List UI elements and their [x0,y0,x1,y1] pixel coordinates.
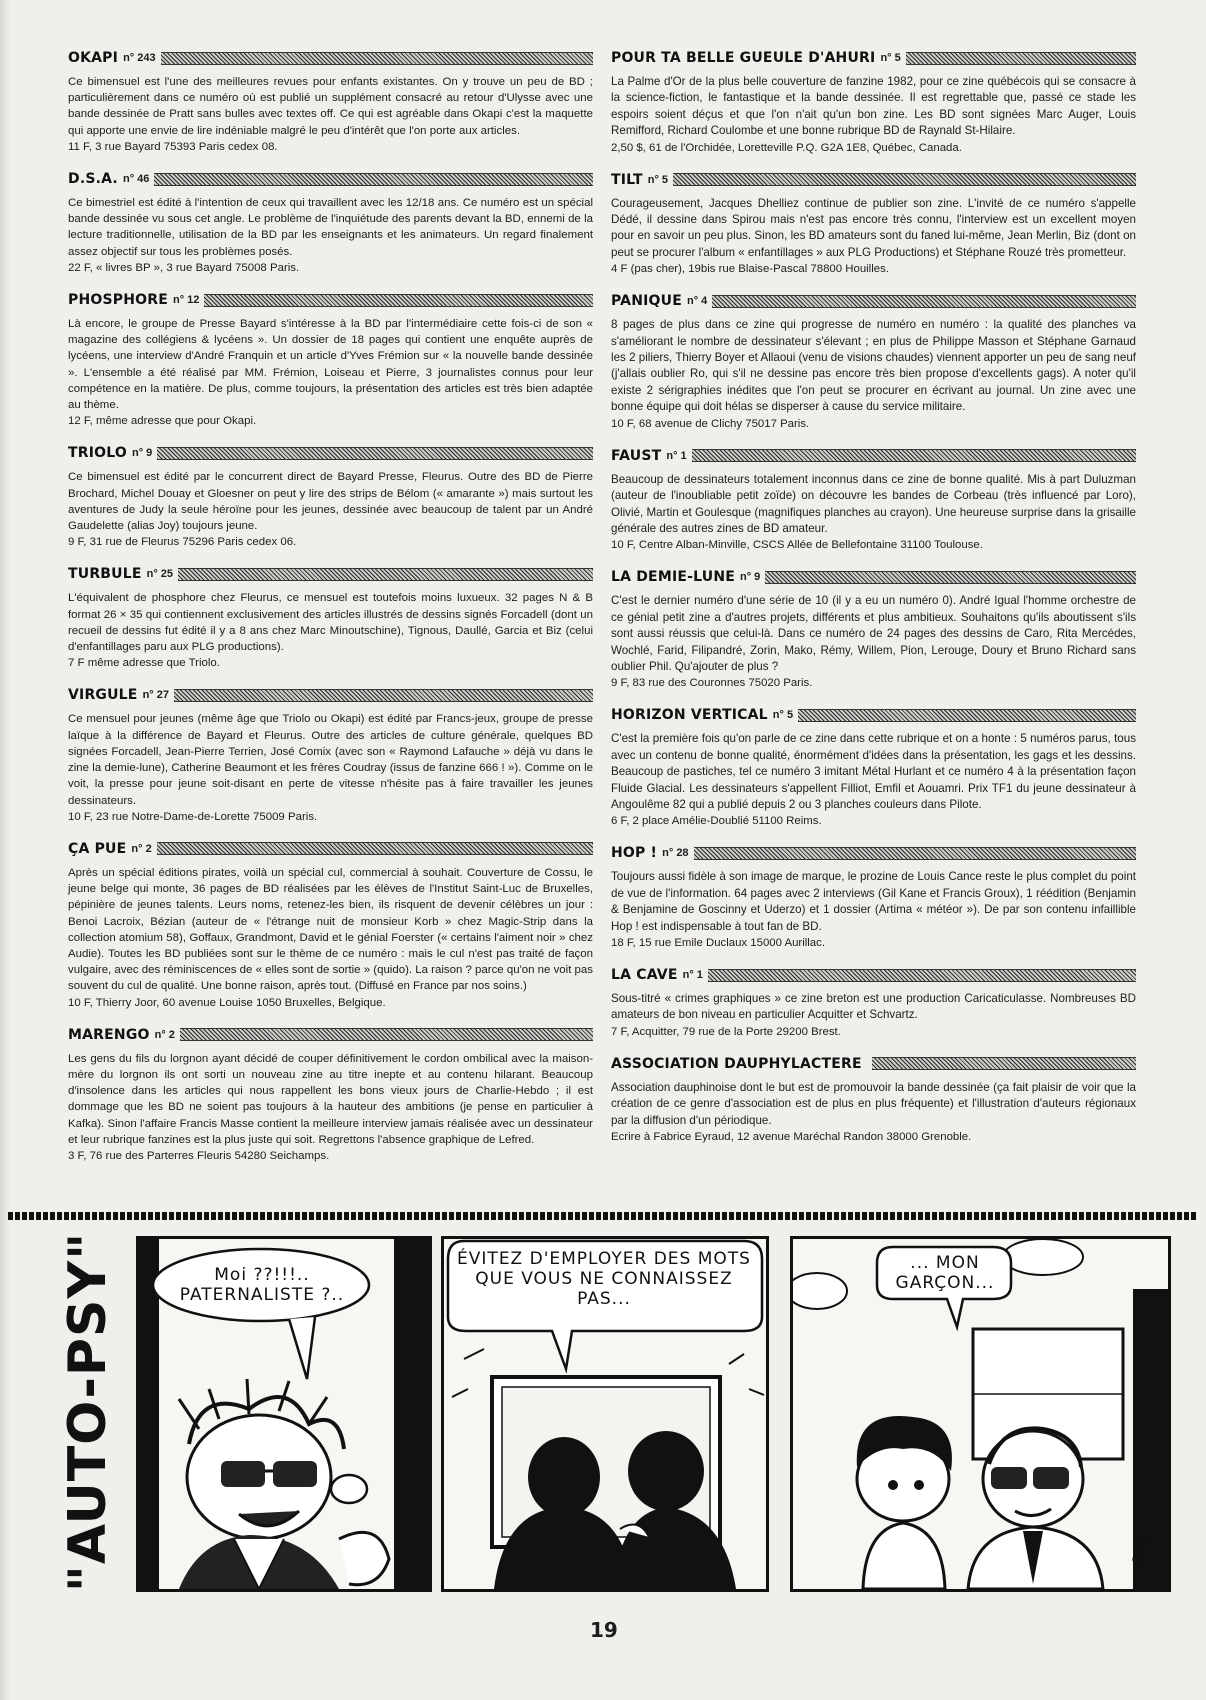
entry-heading [611,291,1136,311]
entry-issue-number: n° 2 [154,1028,175,1041]
comic-panel-1 [136,1236,432,1592]
heading-hatch-bar [708,969,1136,982]
entry-title: PHOSPHORE [68,292,168,309]
review-entry [68,48,593,155]
entry-issue-number: n° 5 [880,52,901,64]
entry-issue-number: n° 243 [123,52,156,64]
entry-issue-number: n° 27 [142,689,169,702]
review-entry [611,1054,1136,1145]
review-entry [68,1025,593,1164]
comic-title: "AUTO-PSY" [58,1231,118,1593]
entry-address: 4 F (pas cher), 19bis rue Blaise-Pascal 78800 Houilles. [611,263,889,276]
entry-address: 7 F même adresse que Triolo. [68,657,220,670]
entry-heading [68,685,593,705]
entry-text: Sous-titré « crimes graphiques » ce zine breton est une production Caricaticulasse. Nombreuses BD amateurs de bon niveau en particulier Acquitter et Schvartz. [611,992,1136,1022]
entry-address: 10 F, Centre Alban-Minville, CSCS Allée de Bellefontaine 31100 Toulouse. [611,539,983,552]
entry-heading [68,564,593,584]
review-entry [68,839,593,1011]
entry-address: 6 F, 2 place Amélie-Doublié 51100 Reims. [611,815,822,828]
entry-title: VIRGULE [68,687,138,704]
review-entry [68,169,593,276]
entry-heading [611,843,1136,863]
heading-hatch-bar [161,52,593,65]
review-entry [68,290,593,429]
entry-title: D.S.A. [68,171,118,188]
entry-issue-number: n° 2 [131,842,152,855]
entry-heading [68,48,593,68]
entry-address: 11 F, 3 rue Bayard 75393 Paris cedex 08. [68,140,278,153]
entry-text: Ce bimestriel est édité à l'intention de ceux qui travaillent avec les 12/18 ans. Ce numéro est un spécial bande dessinée vu sous cet angle. Le problème de l'inquiétude des parents devant la BD, ennemi de la lecture traditionnelle, utilisation de la BD par les enseignants et les animateurs. Un regard finalement assez objectif sur tous les problèmes posés. [68,197,593,258]
entry-address: 10 F, Thierry Joor, 60 avenue Louise 1050 Bruxelles, Belgique. [68,996,386,1009]
entry-text: Après un spécial éditions pirates, voilà un spécial cul, commercial à souhait. Couverture de Cossu, le jeune belge qui monte, 36 pages de BD réalisées par les élèves de l'Institut Saint-Luc de Bruxelles, pépinière de jeunes talents. Leurs noms, retenez-les bien, ils risquent de devenir célèbres un jour : Benoi Lacroix, Bézian (auteur de « l'étrange nuit de monsieur Korb » chez Magic-Strip dans la collection atomium 58), Goffaux, Grandmont, David et le génial Foerster (« certains l'aiment noir » chez Audie). Toutes les BD publiées sont sur le thème de ce numéro : mais le cul n'est pas traité de façon vulgaire, avec des réminiscences de « elles sont de sortie » (quido). La raison ? parce qu'on ne voit pas souvent du cul de qualité. Une bonne raison, après tout. (Diffusé en France par nos soins.) [68,866,593,993]
heading-hatch-bar [178,568,593,581]
entry-heading [68,169,593,189]
entry-issue-number: n° 1 [682,969,703,981]
artist-signature: ©BIZ [1128,1530,1153,1567]
entry-title: PANIQUE [611,293,682,310]
comic-panel-3 [790,1236,1171,1592]
heading-hatch-bar [673,173,1136,186]
entry-title: HOP ! [611,845,658,862]
entry-title: TILT [611,171,643,188]
review-entry [611,965,1136,1040]
page-number: 19 [590,1618,618,1642]
entry-address: 22 F, « livres BP », 3 rue Bayard 75008 Paris. [68,261,300,274]
entry-heading [611,705,1136,725]
entry-title: ASSOCIATION DAUPHYLACTERE [611,1055,862,1072]
entry-text: Courageusement, Jacques Dhelliez continue de publier son zine. L'invité de ce numéro s'appelle Dédé, il dessine dans Spirou mais n'est pas encore très connu, l'interview est un excellent moyen pour en savoir un peu plus. Sinon, les BD amateurs sont du faned lui-même, Jean Merlin, Biz (dont on peut se procurer l'album « enfantillages » aux PLG Productions) et Stéphane Rouzé très prometteur. [611,196,1136,259]
entry-address: 9 F, 83 rue des Couronnes 75020 Paris. [611,677,813,690]
entry-title: MARENGO [68,1026,150,1043]
entry-title: ÇA PUE [68,840,127,857]
entry-address: 10 F, 68 avenue de Clichy 75017 Paris. [611,417,810,430]
entry-text: C'est la première fois qu'on parle de ce zine dans cette rubrique et on a honte : 5 numéros parus, tous avec un contenu de bonne qualité, énormément d'idées dans la présentation, les gags et les dessins. Beaucoup de pastiches, tel ce numéro 3 imitant Métal Hurlant et ce numéro 4 à la présentation façon Fluide Glacial. Les dessinateurs s'appellent Filliot, Emfil et Aouamri. Prix TF1 du jeune dessinateur à Angoulême 82 qui a publié depuis 2 ou 3 planches couleurs dans Pilote. [611,732,1136,811]
entry-issue-number: n° 46 [122,173,150,186]
entry-address: 10 F, 23 rue Notre-Dame-de-Lorette 75009 Paris. [68,810,318,823]
entry-text: Là encore, le groupe de Presse Bayard s'intéresse à la BD par l'intermédiaire cette fois-ci de son « magazine des collégiens & lycéens ». Un dossier de 18 pages qui contient une enquête auprès de lycéens, une interview d'André Franquin et un article d'Yves Frémion sur « la nouvelle bande dessinée ». L'ensemble a été réalisé par MM. Frémion, Loiseau et Pierre, 3 journalistes connus pour leur compétence en la matière. De plus, comme toujours, la présentation des articles est très bien adaptée au thème. [68,318,593,412]
heading-hatch-bar [798,709,1136,722]
entry-text: 8 pages de plus dans ce zine qui progresse de numéro en numéro : la qualité des planches va s'améliorant le nombre de dessinateur s'élevant ; en plus de Philippe Masson et Stéphane Garnaud les 2 piliers, Thierry Boyer et Allaoui (venu de visions chaudes) viennent apporter un peu de sang neuf (j'allais oublier Ro, qui s'il ne dessine pas encore très bien propose d'excellents gags). A noter qu'il existe 2 sérigraphies inédites que l'on peut se procurer en écrivant au journal. Un zine avec une bonne équipe qui doit hélas se disperser à cause du service militaire. [611,318,1136,414]
entry-title: FAUST [611,447,662,464]
entry-heading [611,1054,1136,1074]
entry-text: Ce mensuel pour jeunes (même âge que Triolo ou Okapi) est édité par Francs-jeux, groupe de presse laïque à la différence de Bayard et Fleurus. Outre des articles de culture générale, quelques BD signées Forcadell, Jean-Pierre Terrien, José Comix (avec son « Raymond Lafauche » déjà vu dans le zine la demie-lune), Catherine Beaumont et les frères Coudray (issus de fanzine 666 ! »). Comme on le voit, la presse pour jeune soit-disant en perte de vitesse n'hésite pas à faire travailler les jeunes dessinateurs. [68,713,593,807]
right-column [611,48,1136,1159]
entry-address: 3 F, 76 rue des Parterres Fleuris 54280 Seichamps. [68,1149,330,1162]
entry-issue-number: n° 25 [146,568,174,581]
separator-dotted-line [8,1212,1198,1220]
comic-panel-2 [441,1236,769,1592]
heading-hatch-bar [692,449,1136,462]
review-entry [611,170,1136,278]
panel-3-speech: ... MON GARÇON... [895,1253,995,1293]
entry-text: Ce bimensuel est l'une des meilleures revues pour enfants existantes. On y trouve un peu de BD ; particulièrement dans ce numéro où est publié un supplément consacré au retour d'Ulysse avec une bande dessinée de Pratt sans bulles avec textes off. Ce qui est agréable dans Okapi c'est la maquette qui apporte une envie de lire indéniable malgré le peu d'intérêt que l'on porte aux articles. [68,76,593,137]
entry-issue-number: n° 5 [647,173,669,186]
entry-title: LA DEMIE-LUNE [611,569,735,586]
entry-issue-number: n° 9 [740,571,761,584]
review-entry [611,48,1136,156]
review-entry [611,843,1136,951]
entry-text: C'est le dernier numéro d'une série de 10 (il y a eu un numéro 0). André Igual l'homme orchestre de ce génial petit zine a d'autres projets, différents et plus ambitieux. Souhaitons qu'ils aboutissent s'ils sont aussi réussis que celui-là. Dans ce numéro de 24 pages des dessins de Caro, Rita Mercédes, Wochlé, Farid, Filipandré, Zorin, Mako, Rémy, Willem, Pion, Lerouge, Doury et Bruno Richard sans oublier Phil. Qu'ajouter de plus ? [611,594,1136,673]
entry-heading [611,567,1136,587]
panel-2-speech: ÉVITEZ D'EMPLOYER DES MOTS QUE VOUS NE CONNAISSEZ PAS... [457,1249,751,1309]
entry-text: Les gens du fils du lorgnon ayant décidé de couper définitivement le cordon ombilical avec la maison-mère du lorgnon ils ont sorti un nouveau zine au titre inepte et au contenu hilarant. Beaucoup d'insolence dans les articles qui nous rappellent les bons vieux jours de Charlie-Hebdo ; il est dommage que les BD ne soient pas toujours à la hauteur des ambitions (je pense en particulier à Kafka). Sinon l'affaire Francis Masse contient la meilleure interview jamais réalisée avec un dessinateur et leur rubrique fanzines est la plus juste qui soit. Regrettons l'absence graphique de Lefred. [68,1052,593,1146]
heading-hatch-bar [157,842,593,855]
entry-address: 12 F, même adresse que pour Okapi. [68,415,257,428]
review-entry [611,446,1136,554]
entry-text: Toujours aussi fidèle à son image de marque, le prozine de Louis Cance reste le plus complet du point de vue de l'information. 64 pages avec 2 interviews (Gil Kane et Francis Groux), 1 réédition (Benjamin & Benjamine de Goscinny et Uderzo) et 1 dossier (Artima « météor »). De par son contenu infaillible Hop ! est indispensable à tout fan de BD. [611,870,1136,933]
entry-text: Association dauphinoise dont le but est de promouvoir la bande dessinée (ça fait plaisir de voir que la création de ce genre d'association est de plus en plus fréquente) et l'illustration d'auteurs régionaux par la diffusion d'un périodique. [611,1080,1136,1127]
heading-hatch-bar [157,447,593,460]
entry-title: TRIOLO [68,445,127,462]
entry-title: TURBULE [68,566,142,583]
left-column [68,48,593,1178]
panel-1-speech: Moi ??!!!.. PATERNALISTE ?.. [179,1265,345,1305]
entry-issue-number: n° 4 [686,295,708,308]
entry-heading [68,290,593,310]
entry-heading [611,965,1136,985]
entry-heading [68,443,593,463]
entry-heading [611,48,1136,68]
review-entry [68,443,593,550]
entry-title: HORIZON VERTICAL [611,707,768,724]
heading-hatch-bar [906,52,1136,65]
entry-title: POUR TA BELLE GUEULE D'AHURI [611,50,876,66]
heading-hatch-bar [694,847,1136,860]
review-entry [68,685,593,824]
entry-address: 2,50 $, 61 de l'Orchidée, Loretteville P.Q. G2A 1E8, Québec, Canada. [611,141,962,154]
entry-issue-number: n° 12 [173,294,200,307]
entry-text: La Palme d'Or de la plus belle couverture de fanzine 1982, pour ce zine québécois qui se consacre à la science-fiction, le fantastique et la bande dessinée. Il est regrettable que, passé ce stade les espoirs soient déçus et que l'on n'ait qu'un bon zine. Les BD sont signées Marc Auger, Louis Remifford, Richard Coulombe et une bonne rubrique BD de Raynald St-Hilaire. [611,75,1136,138]
entry-heading [611,170,1136,190]
review-entry [68,564,593,671]
heading-hatch-bar [154,173,593,186]
heading-hatch-bar [712,295,1136,308]
entry-issue-number: n° 9 [131,447,153,460]
comic-strip [8,1212,1198,1602]
entry-address: 7 F, Acquitter, 79 rue de la Porte 29200 Brest. [611,1025,841,1038]
review-entry [611,705,1136,829]
entry-address: 9 F, 31 rue de Fleurus 75296 Paris cedex 06. [68,536,297,549]
entry-text: L'équivalent de phosphore chez Fleurus, ce mensuel est toutefois moins luxueux. 32 pages N & B format 26 × 35 qui contiennent exclusivement des articles illustrés de dessins signés Forcadell (dont un recueil de dessins fut édité il y a 8 ans chez Marc Minoutschine), Tignous, Daullé, Garcia et Biz (celui d'enfantillages paru aux PLG productions). [68,592,593,654]
entry-text: Beaucoup de dessinateurs totalement inconnus dans ce zine de bonne qualité. Mis à part Duluzman (auteur de l'inoubliable petit zoïde) on découvre les bandes de Corbeau (très influencé par Loro), Olivié, Martin et Goulesque (magnifiques planches au crayon). Une heureuse surprise dans la grisaille générale des autres zines de BD amateur. [611,472,1136,535]
entry-heading [611,446,1136,466]
entry-text: Ce bimensuel est édité par le concurrent direct de Bayard Presse, Fleurus. Outre des BD de Pierre Brochard, Michel Douay et Gloesner on peut y lire des strips de Bélom (« amarante ») mais surtout les aventures de Judy la seule héroïne pour les jeunes, dessinée avec beaucoup de talent par un André Gaudelette (alias Joy) toujours jeune. [68,471,593,533]
heading-hatch-bar [872,1057,1136,1070]
review-entry [611,567,1136,691]
entry-issue-number: n° 5 [772,709,794,722]
entry-issue-number: n° 1 [666,449,687,462]
entry-address: 18 F, 15 rue Emile Duclaux 15000 Aurillac. [611,937,826,949]
review-entry [611,291,1136,431]
entry-title: LA CAVE [611,967,678,983]
entry-title: OKAPI [68,50,119,66]
entry-heading [68,839,593,859]
heading-hatch-bar [204,294,593,307]
heading-hatch-bar [765,571,1136,584]
entry-issue-number: n° 28 [662,847,689,860]
heading-hatch-bar [174,689,593,702]
entry-heading [68,1025,593,1045]
heading-hatch-bar [180,1028,593,1041]
entry-address: Ecrire à Fabrice Eyraud, 12 avenue Maréchal Randon 38000 Grenoble. [611,1131,972,1144]
